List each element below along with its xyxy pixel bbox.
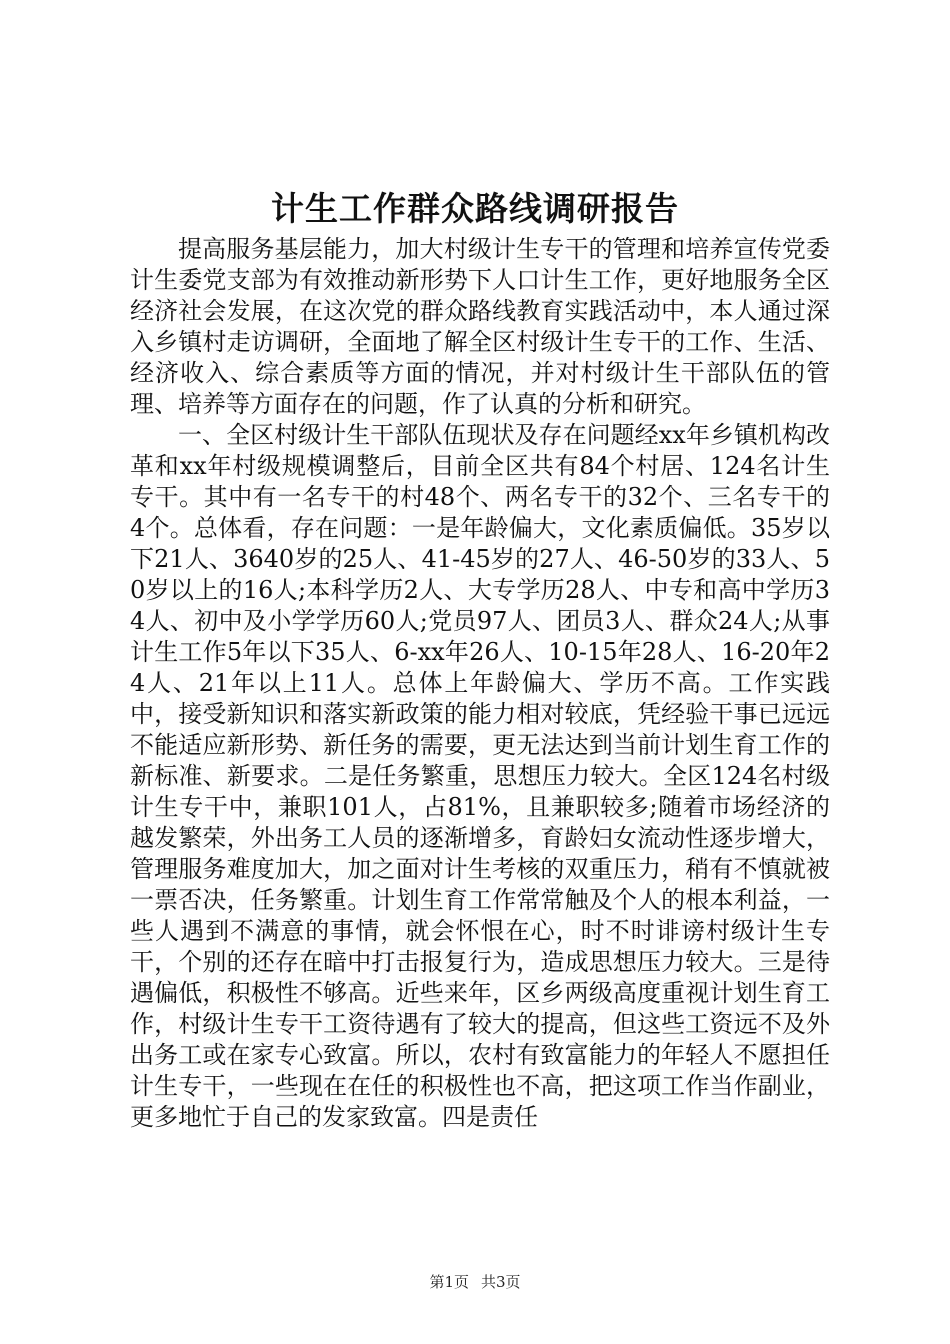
document-body	[130, 234, 830, 1133]
page-number: 第1页	[429, 1273, 469, 1291]
paragraph-intro: 提高服务基层能力，加大村级计生专干的管理和培养宣传党委计生委党支部为有效推动新形势下人口计生工作，更好地服务全区经济社会发展，在这次党的群众路线教育实践活动中，本人通过深入乡镇村走访调研，全面地了解全区村级计生专干的工作、生活、经济收入、综合素质等方面的情况，并对村级计生干部队伍的管理、培养等方面存在的问题，作了认真的分析和研究。	[130, 235, 830, 418]
page-total: 共3页	[481, 1273, 521, 1291]
page-footer	[0, 1271, 950, 1293]
paragraph-section-one: 一、全区村级计生干部队伍现状及存在问题经xx年乡镇机构改革和xx年村级规模调整后，目前全区共有84个村居、124名计生专干。其中有一名专干的村48个、两名专干的32个、三名专干的4个。总体看，存在问题：一是年龄偏大，文化素质偏低。35岁以下21人、3640岁的25人、41-45岁的27人、46-50岁的33人、50岁以上的16人;本科学历2人、大专学历28人、中专和高中学历34人、初中及小学学历60人;党员97人、团员3人、群众24人;从事计生工作5年以下35人、6-xx年26人、10-15年28人、16-20年24人、21年以上11人。总体上年龄偏大、学历不高。工作实践中，接受新知识和落实新政策的能力相对较底，凭经验干事已远远不能适应新形势、新任务的需要，更无法达到当前计划生育工作的新标准、新要求。二是任务繁重，思想压力较大。全区124名村级计生专干中，兼职101人，占81%，且兼职较多;随着市场经济的越发繁荣，外出务工人员的逐渐增多，育龄妇女流动性逐步增大，管理服务难度加大，加之面对计生考核的双重压力，稍有不慎就被一票否决，任务繁重。计划生育工作常常触及个人的根本利益，一些人遇到不满意的事情，就会怀恨在心，时不时诽谤村级计生专干，个别的还存在暗中打击报复行为，造成思想压力较大。三是待遇偏低，积极性不够高。近些来年，区乡两级高度重视计划生育工作，村级计生专干工资待遇有了较大的提高，但这些工资远不及外出务工或在家专心致富。所以，农村有致富能力的年轻人不愿担任计生专干，一些现在在任的积极性也不高，把这项工作当作副业，更多地忙于自己的发家致富。四是责任	[130, 421, 830, 1131]
document-title: 计生工作群众路线调研报告	[271, 189, 679, 228]
